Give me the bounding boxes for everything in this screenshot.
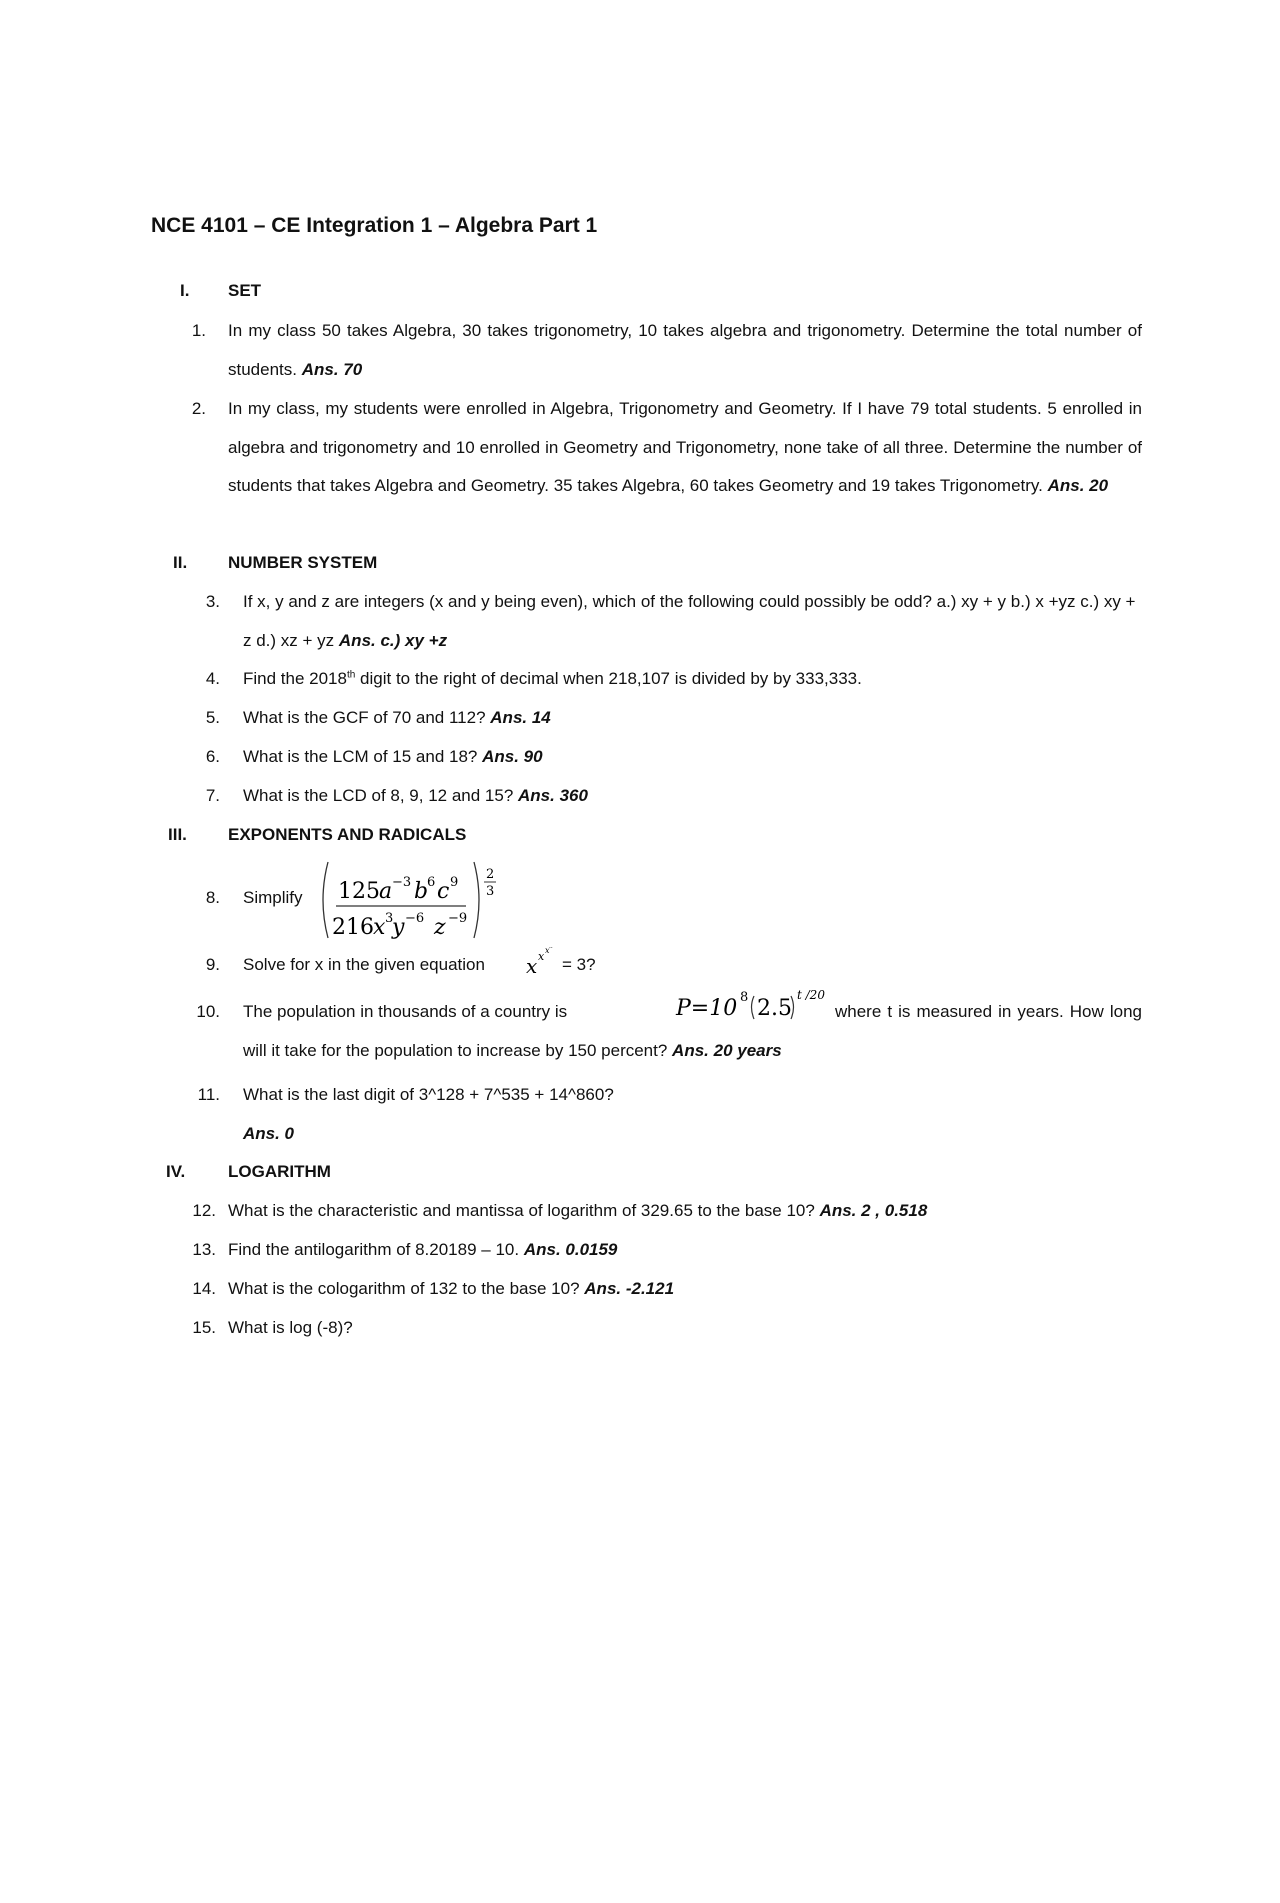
- formula-base: 2.5: [757, 996, 792, 1021]
- formula-p: P=10: [676, 996, 738, 1021]
- question-2: [228, 390, 1142, 506]
- outer-exp-num: 2: [486, 867, 495, 882]
- superscript: th: [346, 669, 356, 681]
- left-paren: [323, 862, 328, 938]
- answer: Ans. 14: [490, 708, 551, 727]
- question-number: 7.: [205, 786, 220, 805]
- question-number: 10.: [196, 1002, 220, 1021]
- question-1: [228, 312, 1142, 389]
- right-paren: [474, 862, 479, 938]
- question-number: 6.: [205, 747, 220, 766]
- question-12: [228, 1201, 927, 1221]
- tower-exp-2: x: [545, 946, 550, 955]
- formula-exp-8: 8: [740, 990, 749, 1005]
- question-number: 9.: [205, 955, 220, 974]
- question-text: Simplify: [243, 888, 303, 907]
- question-number: 12.: [192, 1201, 216, 1220]
- section-title-set: SET: [228, 281, 262, 300]
- question-text: What is the LCM of 15 and 18?: [243, 747, 478, 766]
- exp-b: 6: [427, 875, 436, 890]
- numerator-coefficient: 125: [338, 879, 380, 904]
- question-number: 3.: [205, 592, 220, 611]
- power-tower-expression: [524, 940, 560, 978]
- answer: Ans. c.) xy +z: [338, 630, 448, 650]
- question-text: What is the characteristic and mantissa of logarithm of 329.65 to the base 10?: [228, 1201, 815, 1220]
- question-number: 1.: [191, 321, 206, 340]
- var-y: y: [392, 915, 405, 940]
- outer-exp-den: 3: [486, 884, 495, 899]
- question-number: 13.: [192, 1240, 216, 1259]
- var-x: x: [373, 915, 386, 940]
- section-number: II.: [173, 553, 188, 572]
- question-number: 15.: [192, 1318, 216, 1337]
- question-6: [243, 747, 543, 767]
- question-text: Find the antilogarithm of 8.20189 – 10.: [228, 1240, 520, 1259]
- tower-base: x: [526, 954, 538, 978]
- answer: Ans. 360: [518, 786, 588, 805]
- question-text: What is the last digit of 3^128 + 7^535 + 14^860?: [243, 1085, 614, 1104]
- question-text: What is log (-8)?: [228, 1318, 353, 1337]
- section-number: III.: [168, 825, 187, 844]
- exp-c: 9: [450, 875, 459, 890]
- question-4: [243, 669, 862, 689]
- question-number: 2.: [191, 399, 206, 418]
- section-number: IV.: [166, 1162, 186, 1181]
- question-text: In my class 50 takes Algebra, 30 takes trigonometry, 10 takes algebra and trigonometry. Determine the total number of students.: [228, 321, 1142, 379]
- var-z: z: [434, 915, 446, 940]
- section-number: I.: [180, 281, 190, 300]
- formula-exponent: t /20: [797, 988, 825, 1002]
- section-title-logarithm: LOGARITHM: [228, 1162, 331, 1181]
- tower-dots: ··: [549, 945, 553, 952]
- document-title: NCE 4101 – CE Integration 1 – Algebra Part 1: [151, 214, 598, 237]
- denominator-coefficient: 216: [332, 915, 374, 940]
- question-number: 4.: [205, 669, 220, 688]
- exp-z: −9: [448, 911, 468, 926]
- var-a: a: [379, 879, 393, 904]
- answer: Ans. 70: [301, 359, 363, 379]
- question-13: [228, 1240, 617, 1260]
- exp-a: −3: [392, 875, 412, 890]
- question-text: Find the 2018: [243, 669, 347, 688]
- var-b: b: [414, 879, 429, 904]
- question-7: [243, 786, 588, 806]
- question-text: If x, y and z are integers (x and y being even), which of the following could possibly be odd? a.) xy + y b.) x +yz c.) xy + z d.) xz + yz: [243, 592, 1136, 650]
- answer: Ans. 0: [243, 1124, 295, 1143]
- question-text: What is the LCD of 8, 9, 12 and 15?: [243, 786, 514, 805]
- section-title-number-system: NUMBER SYSTEM: [228, 553, 378, 572]
- question-3: [243, 583, 1142, 660]
- question-text: What is the GCF of 70 and 112?: [243, 708, 486, 727]
- exp-x: 3: [385, 911, 394, 926]
- simplify-expression: [316, 858, 506, 942]
- answer: Ans. 0.0159: [523, 1240, 618, 1259]
- question-text: digit to the right of decimal when 218,107 is divided by by 333,333.: [355, 669, 862, 688]
- question-14: [228, 1279, 674, 1299]
- question-text: In my class, my students were enrolled in Algebra, Trigonometry and Geometry. If I have 79 total students. 5 enrolled in algebra and trigonometry and 10 enrolled in Geometry and Trigonometry, none take of all three. Determine the number of students that takes Algebra and Geometry. 35 takes Algebra, 60 takes Geometry and 19 takes Trigonometry.: [228, 399, 1142, 496]
- answer: Ans. 90: [482, 747, 543, 766]
- question-text: Solve for x in the given equation: [243, 955, 485, 974]
- question-number: 14.: [192, 1279, 216, 1298]
- question-text: What is the cologarithm of 132 to the base 10?: [228, 1279, 580, 1298]
- exp-y: −6: [405, 911, 425, 926]
- question-number: 11.: [197, 1085, 220, 1104]
- question-number: 8.: [205, 888, 220, 907]
- tower-exp-1: x: [538, 950, 545, 963]
- question-number: 5.: [205, 708, 220, 727]
- question-5: [243, 708, 551, 728]
- question-text: = 3?: [562, 955, 596, 974]
- var-c: c: [437, 879, 450, 904]
- question-10: [243, 993, 1142, 1070]
- answer: Ans. 2 , 0.518: [819, 1201, 928, 1220]
- answer: Ans. 20: [1047, 476, 1109, 496]
- question-text: The population in thousands of a country is: [243, 1002, 568, 1021]
- question-text: where t is measured in years. How long will it take for the population to increase by 150 percent?: [243, 1002, 1142, 1060]
- section-title-exponents: EXPONENTS AND RADICALS: [228, 825, 467, 844]
- answer: Ans. 20 years: [672, 1040, 782, 1060]
- answer: Ans. -2.121: [584, 1279, 675, 1298]
